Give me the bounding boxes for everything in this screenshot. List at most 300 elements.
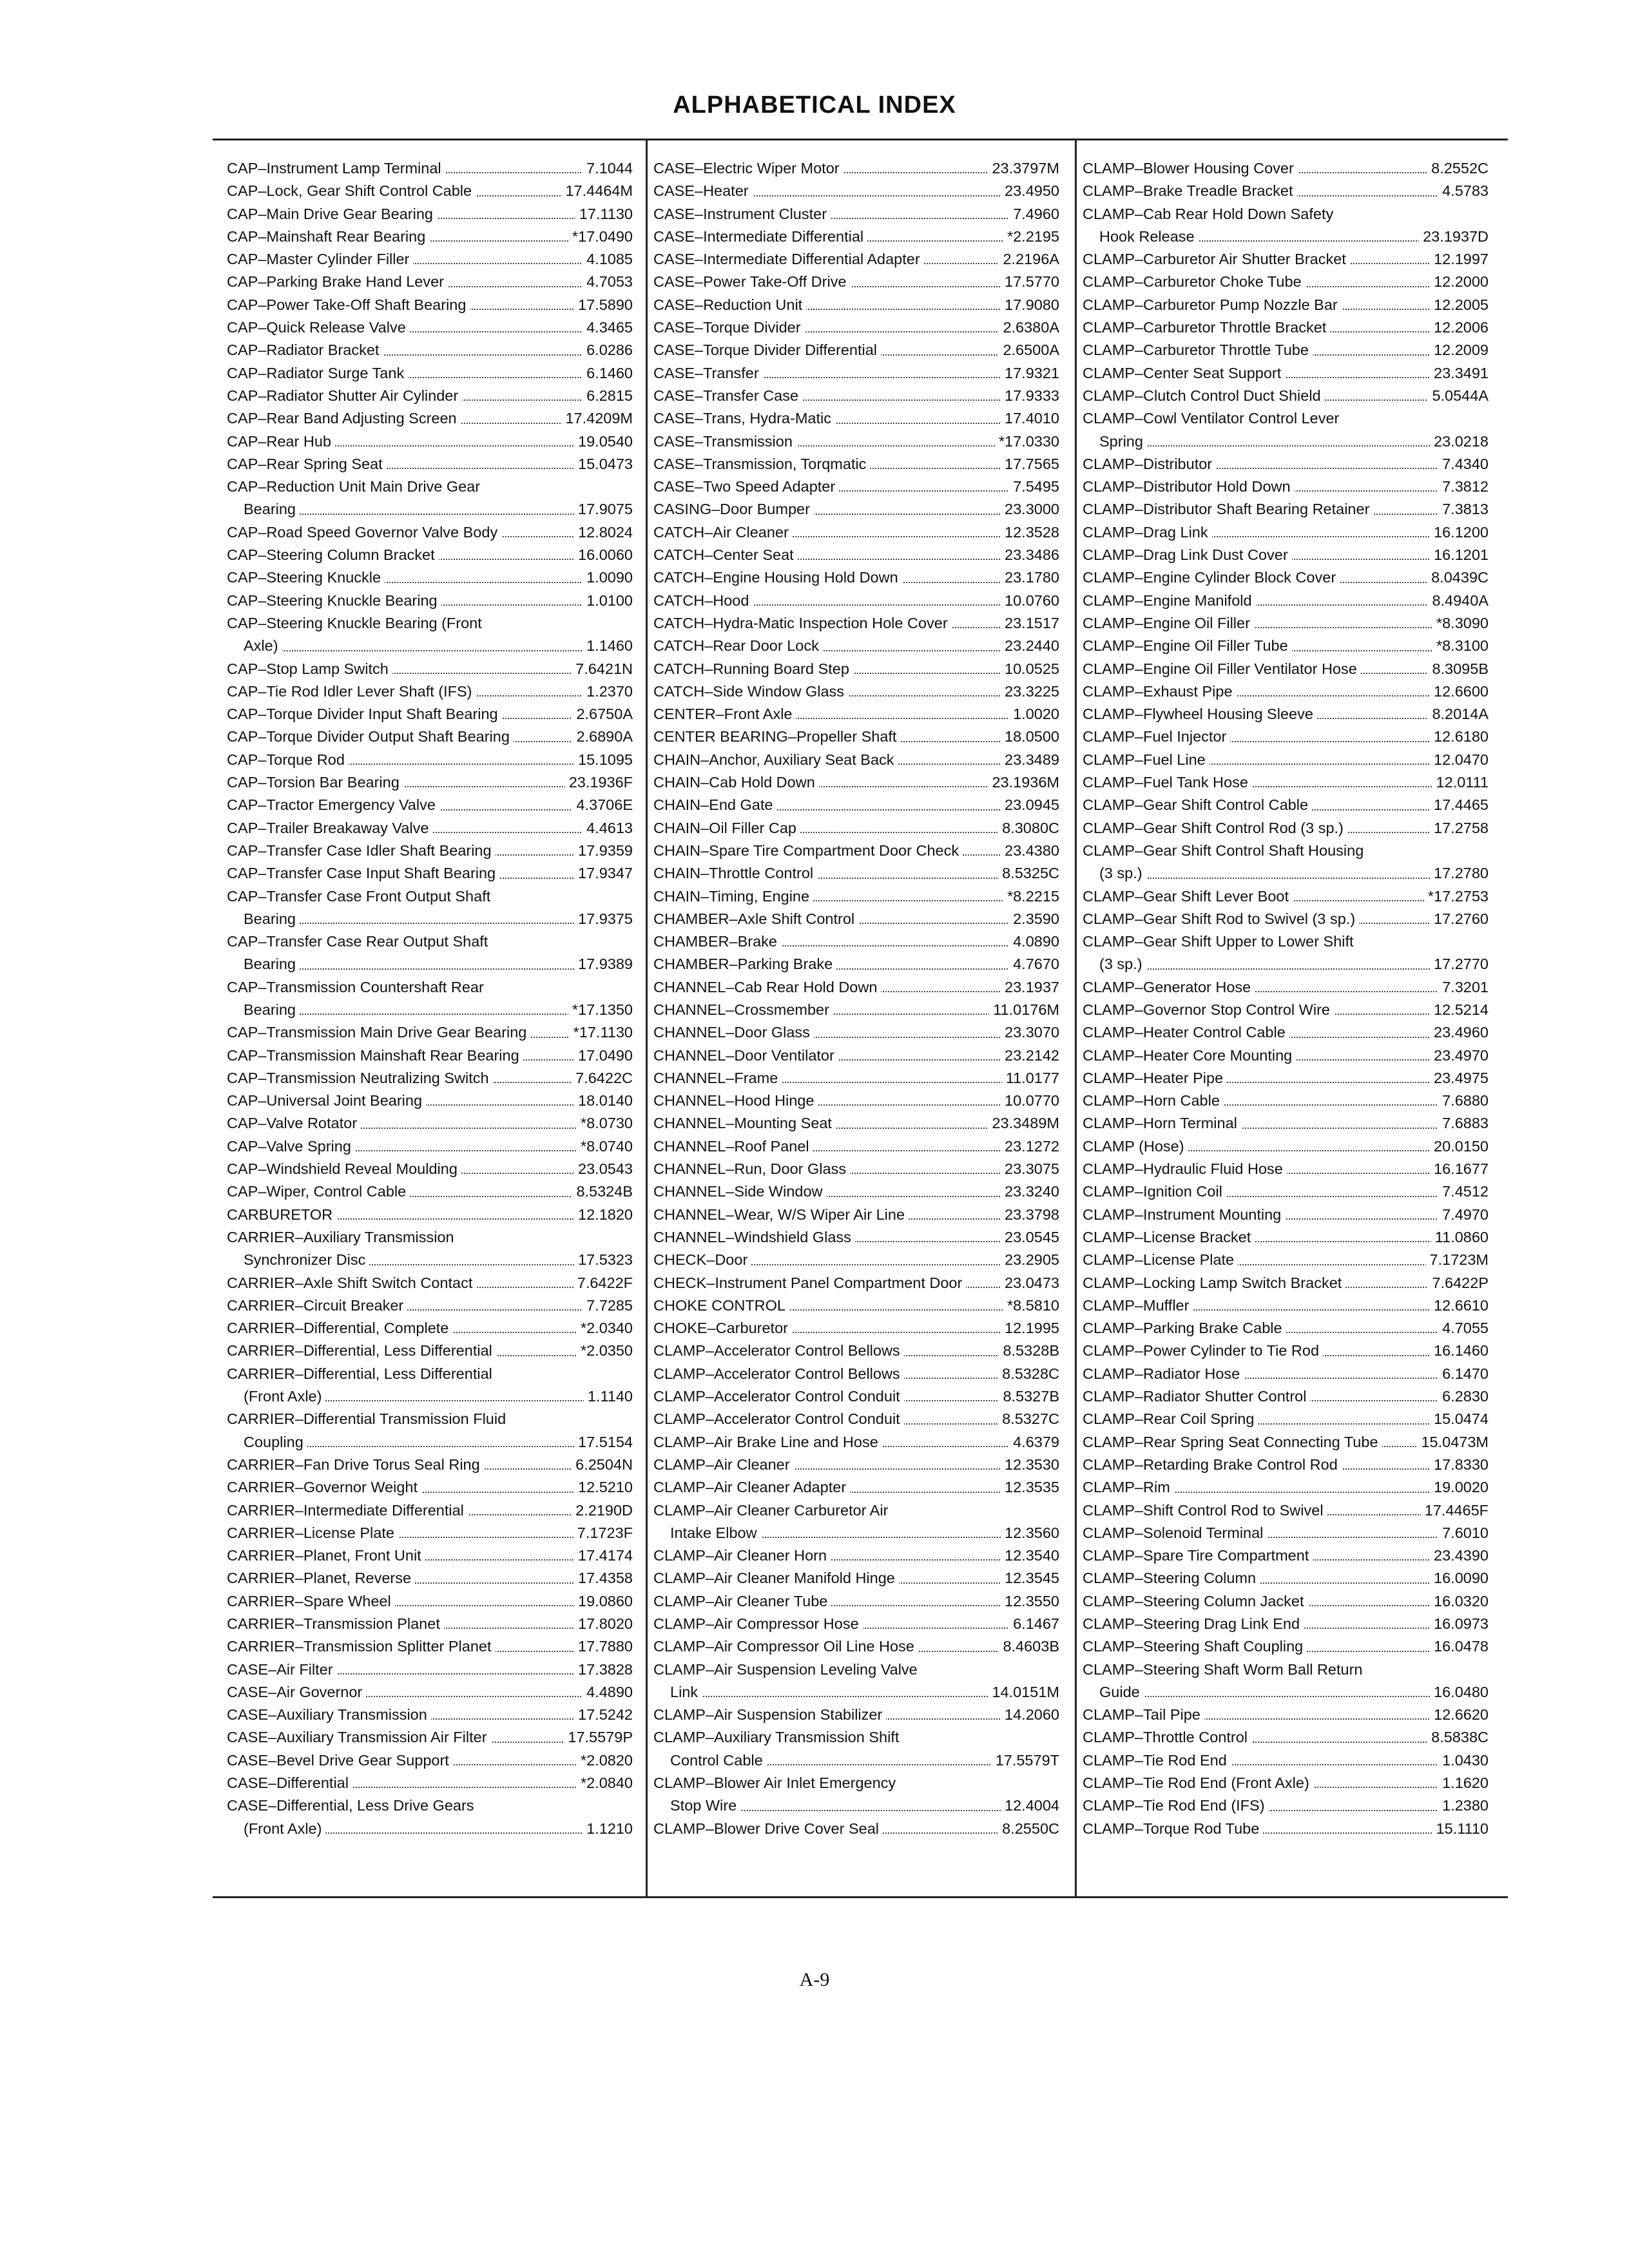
entry-label: CAP–Steering Knuckle Bearing: [227, 592, 441, 609]
entry-label: CLAMP–Cab Rear Hold Down Safety: [1083, 206, 1337, 222]
entry-label: CLAMP–Engine Oil Filler Tube: [1083, 637, 1292, 654]
index-entry: [1083, 521, 1489, 544]
index-entry: [1083, 339, 1489, 361]
entry-label: CHAIN–Throttle Control: [653, 865, 817, 881]
entry-reference-number: 4.7053: [583, 271, 633, 293]
index-entry: [653, 203, 1059, 226]
index-entry: [1083, 1658, 1489, 1681]
entry-label: CHAMBER–Axle Shift Control: [653, 910, 858, 927]
entry-label: CAP–Transfer Case Front Output Shaft: [227, 888, 494, 905]
index-entry: [653, 1340, 1059, 1362]
index-entry: [1083, 1590, 1489, 1613]
entry-label: CHAIN–Spare Tire Compartment Door Check: [653, 842, 963, 859]
entry-reference-number: 23.3070: [1001, 1021, 1059, 1044]
entry-label: CLAMP–Fuel Tank Hose: [1083, 774, 1252, 791]
index-entry: [653, 1067, 1059, 1090]
entry-reference-number: 8.5327C: [998, 1408, 1059, 1430]
entry-label: CLAMP–Clutch Control Duct Shield: [1083, 387, 1325, 404]
index-entry: [1083, 1112, 1489, 1135]
entry-reference-number: 17.0490: [574, 1044, 633, 1067]
entry-label: CLAMP–Air Cleaner Horn: [653, 1547, 831, 1564]
index-entry: [227, 840, 633, 862]
entry-reference-number: 8.4940A: [1428, 590, 1489, 612]
entry-reference-number: 19.0860: [574, 1590, 633, 1613]
entry-label: CARRIER–Governor Weight: [227, 1479, 421, 1495]
entry-reference-number: 23.1780: [1001, 566, 1059, 589]
entry-label: CLAMP–Cowl Ventilator Control Lever: [1083, 410, 1343, 427]
entry-reference-number: 11.0176M: [989, 999, 1059, 1021]
index-entry: [227, 1044, 633, 1067]
index-entry: [1083, 1363, 1489, 1385]
index-entry: [1083, 1476, 1489, 1499]
index-entry: [1083, 157, 1489, 180]
index-entry: [653, 1431, 1059, 1454]
entry-reference-number: 4.7670: [1009, 953, 1059, 975]
entry-label: CLAMP–Accelerator Control Bellows: [653, 1342, 904, 1359]
entry-reference-number: 17.1130: [575, 203, 633, 226]
entry-label: CAP–Valve Spring: [227, 1138, 355, 1155]
entry-label: CLAMP–Auxiliary Transmission Shift: [653, 1729, 903, 1745]
index-entry: [227, 1249, 633, 1271]
entry-label: CASE–Air Governor: [227, 1684, 366, 1700]
index-entry: [653, 930, 1059, 953]
entry-label: Guide: [1099, 1684, 1144, 1700]
entry-reference-number: 23.3489M: [988, 1112, 1059, 1135]
entry-label: CLAMP–Tie Rod End (Front Axle): [1083, 1774, 1313, 1791]
entry-label: CLAMP–Center Seat Support: [1083, 365, 1285, 381]
entry-reference-number: 10.0760: [1001, 590, 1059, 612]
index-entry: [1083, 407, 1489, 430]
index-entry: [227, 1590, 633, 1613]
entry-label: CLAMP–Tail Pipe: [1083, 1706, 1204, 1723]
entry-label: CLAMP–Flywheel Housing Sleeve: [1083, 706, 1317, 722]
index-entry: [1083, 1158, 1489, 1180]
entry-label: CLAMP–Exhaust Pipe: [1083, 683, 1237, 700]
index-entry: [1083, 885, 1489, 908]
index-entry: [227, 226, 633, 248]
index-entry: [653, 430, 1059, 453]
entry-reference-number: 23.1517: [1001, 612, 1059, 635]
index-entry: [653, 498, 1059, 521]
entry-reference-number: 17.2770: [1430, 953, 1489, 975]
index-entry: [1083, 1021, 1489, 1044]
entry-label: CLAMP–Radiator Shutter Control: [1083, 1388, 1310, 1405]
entry-label: CASE–Heater: [653, 182, 753, 199]
entry-reference-number: 23.3489: [1001, 749, 1059, 771]
index-entry: [1083, 566, 1489, 589]
entry-label: CHANNEL–Roof Panel: [653, 1138, 813, 1155]
entry-reference-number: 17.4358: [574, 1567, 633, 1590]
entry-reference-number: 12.5214: [1430, 999, 1489, 1021]
entry-label: CAP–Transmission Mainshaft Rear Bearing: [227, 1047, 523, 1064]
index-entry: [653, 1681, 1059, 1704]
entry-label: CARBURETOR: [227, 1206, 336, 1223]
entry-reference-number: 2.6890A: [572, 726, 633, 748]
entry-label: CLAMP–Locking Lamp Switch Bracket: [1083, 1274, 1345, 1291]
entry-label: CLAMP–Muffler: [1083, 1297, 1193, 1314]
index-entry: [1083, 953, 1489, 975]
entry-reference-number: 12.1997: [1430, 248, 1489, 271]
entry-reference-number: 7.3201: [1438, 976, 1489, 999]
entry-reference-number: 23.3797M: [988, 157, 1059, 180]
index-entry: [227, 316, 633, 339]
entry-reference-number: 8.3095B: [1428, 658, 1489, 680]
entry-reference-number: 17.4209M: [561, 407, 633, 430]
entry-reference-number: 11.0177: [1002, 1067, 1059, 1090]
index-entry: [227, 498, 633, 521]
index-entry: [227, 658, 633, 680]
entry-reference-number: 17.9075: [574, 498, 633, 521]
entry-reference-number: 17.5890: [574, 294, 633, 316]
entry-label: CLAMP–Distributor: [1083, 456, 1216, 472]
entry-reference-number: 12.2005: [1430, 294, 1489, 316]
entry-reference-number: 17.2758: [1430, 817, 1489, 840]
index-entry: [227, 749, 633, 771]
index-entry: [227, 453, 633, 476]
index-entry: [227, 885, 633, 908]
entry-label: CASE–Torque Divider Differential: [653, 341, 881, 358]
entry-reference-number: 8.4603B: [999, 1635, 1059, 1658]
index-entry: [653, 1180, 1059, 1203]
entry-label: CAP–Torsion Bar Bearing: [227, 774, 403, 791]
entry-label: Synchronizer Disc: [244, 1251, 369, 1268]
entry-reference-number: 23.0543: [574, 1158, 633, 1180]
entry-label: CHANNEL–Side Window: [653, 1183, 827, 1200]
entry-label: CASING–Door Bumper: [653, 501, 814, 517]
entry-label: CAP–Transfer Case Input Shaft Bearing: [227, 865, 499, 881]
entry-label: Intake Elbow: [670, 1524, 761, 1541]
entry-reference-number: 16.0973: [1430, 1613, 1489, 1635]
index-entry: [227, 339, 633, 361]
index-entry: [653, 566, 1059, 589]
entry-reference-number: 17.5579P: [564, 1726, 633, 1749]
index-entry: [653, 612, 1059, 635]
index-entry: [227, 1476, 633, 1499]
entry-label: CLAMP–Gear Shift Control Cable: [1083, 796, 1312, 813]
entry-label: CLAMP–Distributor Shaft Bearing Retainer: [1083, 501, 1373, 517]
entry-reference-number: *17.2753: [1424, 885, 1489, 908]
entry-reference-number: 15.0474: [1430, 1408, 1489, 1430]
index-entry: [227, 1544, 633, 1567]
index-entry: [653, 1772, 1059, 1794]
entry-label: CLAMP–Parking Brake Cable: [1083, 1320, 1286, 1336]
entry-reference-number: 15.1095: [574, 749, 633, 771]
entry-label: CLAMP–Fuel Injector: [1083, 728, 1230, 745]
entry-reference-number: 17.9333: [1001, 385, 1059, 407]
index-entry: [227, 794, 633, 816]
entry-label: CASE–Trans, Hydra-Matic: [653, 410, 835, 427]
top-rule: [213, 139, 1508, 140]
index-entry: [653, 817, 1059, 840]
entry-reference-number: *17.0490: [568, 226, 633, 248]
entry-reference-number: 4.5783: [1438, 180, 1489, 202]
entry-label: CLAMP–Engine Oil Filler: [1083, 615, 1254, 631]
index-entry: [653, 1272, 1059, 1294]
index-entry: [1083, 930, 1489, 953]
entry-reference-number: 1.0100: [583, 590, 633, 612]
entry-label: CLAMP–Gear Shift Control Shaft Housing: [1083, 842, 1367, 859]
entry-label: CLAMP–Air Suspension Stabilizer: [653, 1706, 886, 1723]
entry-reference-number: 8.5328C: [998, 1363, 1059, 1385]
entry-label: CAP–Road Speed Governor Valve Body: [227, 524, 501, 541]
column-divider-1: [646, 140, 648, 1896]
index-entry: [653, 703, 1059, 726]
entry-reference-number: 7.4512: [1438, 1180, 1489, 1203]
entry-reference-number: 12.3535: [1001, 1476, 1059, 1499]
entry-label: CLAMP–Tie Rod End: [1083, 1752, 1231, 1769]
entry-label: CASE–Torque Divider: [653, 319, 805, 336]
entry-label: CHANNEL–Door Ventilator: [653, 1047, 838, 1064]
index-entry: [1083, 680, 1489, 703]
index-entry: [227, 1294, 633, 1317]
index-entry: [653, 1090, 1059, 1112]
entry-reference-number: 15.0473M: [1417, 1431, 1489, 1454]
index-entry: [1083, 1180, 1489, 1203]
entry-reference-number: 12.3530: [1001, 1454, 1059, 1476]
entry-reference-number: 17.5770: [1001, 271, 1059, 293]
index-entry: [653, 771, 1059, 794]
index-entry: [227, 1340, 633, 1362]
entry-label: CLAMP–Drag Link Dust Cover: [1083, 546, 1292, 563]
entry-reference-number: 6.1467: [1009, 1613, 1059, 1635]
index-entry: [227, 771, 633, 794]
entry-label: CLAMP–Steering Drag Link End: [1083, 1615, 1304, 1632]
entry-label: CHANNEL–Wear, W/S Wiper Air Line: [653, 1206, 909, 1223]
entry-reference-number: 6.1460: [583, 362, 633, 385]
entry-label: CLAMP–Generator Hose: [1083, 979, 1255, 995]
entry-label: CLAMP–Gear Shift Upper to Lower Shift: [1083, 933, 1358, 950]
entry-reference-number: 16.1201: [1430, 544, 1489, 566]
entry-reference-number: 12.3545: [1001, 1567, 1059, 1590]
entry-label: CLAMP–Hydraulic Fluid Hose: [1083, 1160, 1287, 1177]
index-entry: [1083, 1385, 1489, 1408]
entry-reference-number: 4.4890: [583, 1681, 633, 1704]
index-entry: [1083, 1272, 1489, 1294]
index-entry: [653, 1704, 1059, 1726]
entry-label: CHAIN–Anchor, Auxiliary Seat Back: [653, 751, 898, 768]
entry-reference-number: 23.4960: [1430, 1021, 1489, 1044]
entry-reference-number: 16.0060: [574, 544, 633, 566]
index-entry: [653, 1658, 1059, 1681]
entry-reference-number: 23.0945: [1001, 794, 1059, 816]
entry-reference-number: 7.6422C: [572, 1067, 633, 1090]
entry-label: CLAMP–Horn Cable: [1083, 1092, 1224, 1109]
entry-label: CAP–Windshield Reveal Moulding: [227, 1160, 461, 1177]
entry-label: CARRIER–License Plate: [227, 1524, 398, 1541]
entry-reference-number: 12.3560: [1001, 1522, 1059, 1544]
index-entry: [1083, 635, 1489, 657]
entry-label: CHOKE CONTROL: [653, 1297, 789, 1314]
entry-label: CAP–Main Drive Gear Bearing: [227, 206, 437, 222]
entry-label: CLAMP–Governor Stop Control Wire: [1083, 1001, 1334, 1018]
entry-label: (Front Axle): [244, 1820, 325, 1837]
index-entry: [1083, 1818, 1489, 1840]
entry-reference-number: 12.6600: [1430, 680, 1489, 703]
index-entry: [1083, 316, 1489, 339]
entry-label: CLAMP–Air Brake Line and Hose: [653, 1434, 882, 1450]
index-entry: [227, 612, 633, 635]
index-entry: [653, 294, 1059, 316]
entry-label: CARRIER–Planet, Front Unit: [227, 1547, 425, 1564]
entry-reference-number: 23.3075: [1001, 1158, 1059, 1180]
entry-label: CHAMBER–Parking Brake: [653, 956, 836, 972]
index-entry: [653, 521, 1059, 544]
entry-label: CASE–Transmission: [653, 433, 796, 450]
entry-reference-number: 17.4465F: [1421, 1499, 1489, 1522]
index-entry: [1083, 1431, 1489, 1454]
entry-label: CAP–Transmission Main Drive Gear Bearing: [227, 1024, 530, 1041]
entry-label: CLAMP–License Plate: [1083, 1251, 1238, 1268]
entry-reference-number: 8.3080C: [998, 817, 1059, 840]
entry-label: CAP–Steering Knuckle Bearing (Front: [227, 615, 486, 631]
entry-label: CAP–Transmission Neutralizing Switch: [227, 1070, 493, 1086]
entry-reference-number: 4.0890: [1009, 930, 1059, 953]
entry-label: CLAMP–Distributor Hold Down: [1083, 478, 1295, 495]
entry-reference-number: 23.1936M: [988, 771, 1059, 794]
index-entry: [227, 1794, 633, 1817]
index-entry: [653, 339, 1059, 361]
index-entry: [1083, 203, 1489, 226]
entry-label: Spring: [1099, 433, 1147, 450]
entry-label: CAP–Steering Column Bracket: [227, 546, 439, 563]
entry-reference-number: 23.2905: [1001, 1249, 1059, 1271]
entry-reference-number: 17.9389: [574, 953, 633, 975]
index-entry: [653, 908, 1059, 930]
entry-reference-number: 6.1470: [1438, 1363, 1489, 1385]
entry-reference-number: 12.6610: [1430, 1294, 1489, 1317]
index-entry: [1083, 749, 1489, 771]
index-entry: [227, 1021, 633, 1044]
entry-label: CLAMP–Accelerator Control Conduit: [653, 1388, 904, 1405]
entry-reference-number: 17.3828: [574, 1658, 633, 1681]
entry-reference-number: 7.6883: [1438, 1112, 1489, 1135]
entry-reference-number: 18.0140: [574, 1090, 633, 1112]
entry-label: CATCH–Hydra-Matic Inspection Hole Cover: [653, 615, 952, 631]
entry-label: CLAMP–Power Cylinder to Tie Rod: [1083, 1342, 1323, 1359]
entry-label: CATCH–Center Seat: [653, 546, 798, 563]
entry-reference-number: 17.7880: [574, 1635, 633, 1658]
entry-label: CHECK–Instrument Panel Compartment Door: [653, 1274, 966, 1291]
index-entry: [1083, 1704, 1489, 1726]
index-entry: [227, 1112, 633, 1135]
entry-reference-number: 7.4960: [1009, 203, 1059, 226]
entry-label: CAP–Power Take-Off Shaft Bearing: [227, 296, 470, 313]
entry-label: CARRIER–Auxiliary Transmission: [227, 1229, 458, 1245]
entry-reference-number: 8.5325C: [998, 862, 1059, 885]
entry-label: CASE–Electric Wiper Motor: [653, 160, 843, 177]
index-entry: [227, 157, 633, 180]
entry-reference-number: 16.0320: [1430, 1590, 1489, 1613]
index-entry: [1083, 999, 1489, 1021]
index-entry: [1083, 1772, 1489, 1794]
entry-label: CASE–Transmission, Torqmatic: [653, 456, 870, 472]
entry-label: CLAMP–Steering Shaft Worm Ball Return: [1083, 1661, 1367, 1678]
entry-label: CARRIER–Differential, Less Differential: [227, 1342, 496, 1359]
entry-label: CARRIER–Transmission Splitter Planet: [227, 1638, 496, 1655]
index-entry: [227, 294, 633, 316]
index-entry: [653, 385, 1059, 407]
entry-reference-number: 7.5495: [1009, 476, 1059, 498]
index-entry: [227, 566, 633, 589]
entry-label: CHAMBER–Brake: [653, 933, 781, 950]
index-entry: [1083, 453, 1489, 476]
entry-reference-number: 7.3813: [1438, 498, 1489, 521]
entry-label: CAP–Tie Rod Idler Lever Shaft (IFS): [227, 683, 476, 700]
entry-reference-number: 1.1140: [584, 1385, 633, 1408]
entry-label: CARRIER–Axle Shift Switch Contact: [227, 1274, 476, 1291]
index-entry: [227, 590, 633, 612]
entry-label: Coupling: [244, 1434, 307, 1450]
index-entry: [227, 1272, 633, 1294]
entry-label: CLAMP–Accelerator Control Conduit: [653, 1410, 904, 1427]
index-entry: [227, 1454, 633, 1476]
entry-reference-number: 17.5242: [574, 1704, 633, 1726]
entry-label: CLAMP–Carburetor Choke Tube: [1083, 273, 1306, 290]
entry-reference-number: 11.0860: [1431, 1226, 1489, 1249]
index-entry: [653, 316, 1059, 339]
entry-reference-number: 23.4950: [1001, 180, 1059, 202]
index-entry: [653, 1317, 1059, 1340]
entry-reference-number: 4.3706E: [572, 794, 633, 816]
index-entry: [227, 1658, 633, 1681]
index-entry: [227, 1408, 633, 1430]
index-entry: [1083, 226, 1489, 248]
index-entry: [227, 271, 633, 293]
entry-reference-number: 23.1936F: [565, 771, 633, 794]
entry-label: CAP–Transfer Case Rear Output Shaft: [227, 933, 492, 950]
entry-reference-number: 7.7285: [583, 1294, 633, 1317]
index-entry: [653, 1363, 1059, 1385]
entry-label: CHANNEL–Frame: [653, 1070, 782, 1086]
index-entry: [227, 635, 633, 657]
entry-label: CLAMP–Air Cleaner Adapter: [653, 1479, 850, 1495]
entry-reference-number: 19.0020: [1430, 1476, 1489, 1499]
index-entry: [653, 1749, 1059, 1772]
entry-reference-number: 8.5324B: [572, 1180, 633, 1203]
entry-reference-number: 17.2780: [1430, 862, 1489, 885]
entry-label: CHAIN–Timing, Engine: [653, 888, 813, 905]
entry-label: CLAMP–Steering Column: [1083, 1570, 1260, 1586]
index-entry: [653, 1112, 1059, 1135]
entry-label: CLAMP–License Bracket: [1083, 1229, 1255, 1245]
index-entry: [653, 1590, 1059, 1613]
entry-reference-number: 23.3000: [1001, 498, 1059, 521]
entry-label: Bearing: [244, 501, 300, 517]
entry-label: CLAMP (Hose): [1083, 1138, 1188, 1155]
entry-label: CASE–Intermediate Differential Adapter: [653, 251, 924, 267]
entry-label: CLAMP–Gear Shift Lever Boot: [1083, 888, 1293, 905]
entry-label: CLAMP–Gear Shift Rod to Swivel (3 sp.): [1083, 910, 1359, 927]
entry-reference-number: 7.6422P: [1428, 1272, 1489, 1294]
entry-reference-number: 23.0473: [1001, 1272, 1059, 1294]
entry-label: CASE–Intermediate Differential: [653, 228, 867, 245]
entry-label: CLAMP–Air Cleaner Carburetor Air: [653, 1502, 892, 1519]
index-entry: [653, 749, 1059, 771]
entry-reference-number: 17.5154: [574, 1431, 633, 1454]
entry-reference-number: 5.0544A: [1428, 385, 1489, 407]
index-entry: [653, 476, 1059, 498]
entry-reference-number: 12.2006: [1430, 316, 1489, 339]
index-entry: [653, 1294, 1059, 1317]
index-entry: [653, 726, 1059, 748]
index-entry: [653, 1249, 1059, 1271]
entry-reference-number: 17.5323: [574, 1249, 633, 1271]
entry-reference-number: 23.3240: [1001, 1180, 1059, 1203]
index-entry: [227, 1090, 633, 1112]
index-entry: [227, 1204, 633, 1226]
entry-reference-number: 17.5579T: [992, 1749, 1059, 1772]
entry-reference-number: 6.2815: [583, 385, 633, 407]
